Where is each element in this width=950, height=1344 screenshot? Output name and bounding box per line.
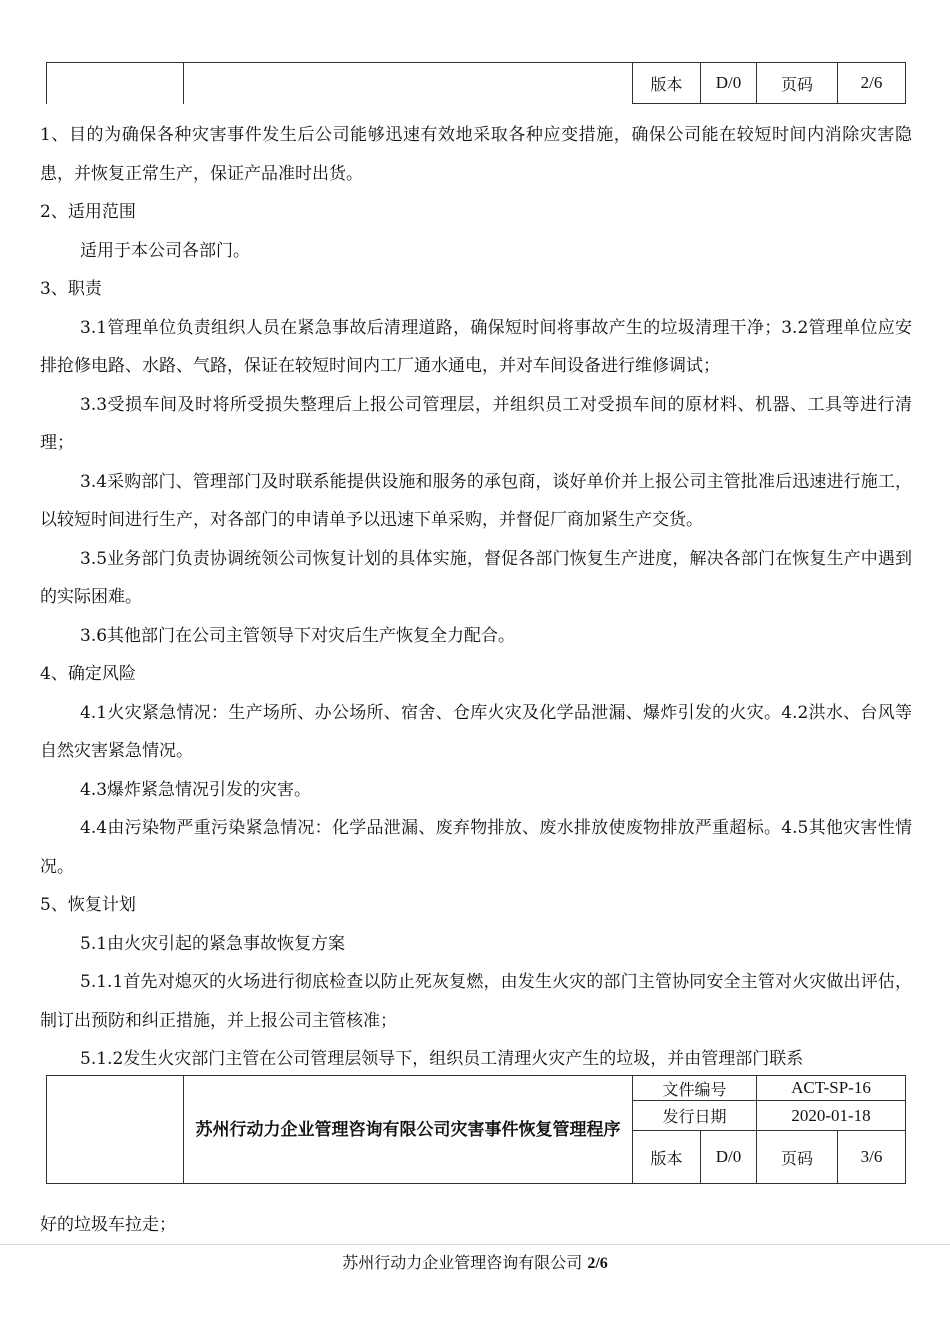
page-value: 3/6 bbox=[838, 1131, 906, 1184]
recovery-5-1: 5.1由火灾引起的紧急事故恢复方案 bbox=[80, 933, 346, 954]
continued-text: 好的垃圾车拉走； bbox=[40, 1215, 176, 1235]
duty-3-5: 3.5业务部门负责协调统领公司恢复计划的具体实施，督促各部门恢复生产进度，解决各部门在恢复生产中遇到的实际困难。 bbox=[40, 548, 912, 607]
duty-3-3: 3.3受损车间及时将所受损失整理后上报公司管理层，并组织员工对受损车间的原材料、机器、工具等进行清理； bbox=[40, 394, 912, 453]
recovery-5-1-1: 5.1.1首先对熄灭的火场进行彻底检查以防止死灰复燃，由发生火灾的部门主管协同安全主管对火灾做出评估，制订出预防和纠正措施，并上报公司主管核准； bbox=[40, 972, 912, 1031]
issue-date-value: 2020-01-18 bbox=[757, 1101, 906, 1131]
section-heading-recovery: 5、恢复计划 bbox=[40, 895, 136, 915]
page-label: 页码 bbox=[757, 63, 838, 104]
duty-3-1-3-2: 3.1管理单位负责组织人员在紧急事故后清理道路，确保短时间将事故产生的垃圾清理干净；3.2管理单位应安排抢修电路、水路、气路，保证在较短时间内工厂通水通电，并对车间设备进行维修调试； bbox=[40, 317, 912, 376]
section-heading-duties: 3、职责 bbox=[40, 279, 102, 299]
document-title: 苏州行动力企业管理咨询有限公司灾害事件恢复管理程序 bbox=[184, 1076, 633, 1184]
top-header-table bbox=[46, 62, 906, 104]
footer-divider bbox=[0, 1244, 950, 1245]
footer-company: 苏州行动力企业管理咨询有限公司 bbox=[342, 1253, 583, 1272]
version-label: 版本 bbox=[633, 1131, 701, 1184]
page-value: 2/6 bbox=[838, 63, 906, 104]
page-label: 页码 bbox=[757, 1131, 838, 1184]
doc-number-label: 文件编号 bbox=[633, 1076, 757, 1101]
issue-date-label: 发行日期 bbox=[633, 1101, 757, 1131]
recovery-5-1-2: 5.1.2发生火灾部门主管在公司管理层领导下，组织员工清理火灾产生的垃圾，并由管理部门联系 bbox=[80, 1049, 804, 1069]
section-heading-scope: 2、适用范围 bbox=[40, 202, 136, 222]
doc-number-value: ACT-SP-16 bbox=[757, 1076, 906, 1101]
risk-4-3: 4.3爆炸紧急情况引发的灾害。 bbox=[80, 779, 312, 800]
risk-4-1-4-2: 4.1火灾紧急情况：生产场所、办公场所、宿舍、仓库火灾及化学品泄漏、爆炸引发的火灾。4.2洪水、台风等自然灾害紧急情况。 bbox=[40, 702, 912, 761]
duty-3-6: 3.6其他部门在公司主管领导下对灾后生产恢复全力配合。 bbox=[80, 625, 516, 646]
page-footer bbox=[0, 1250, 950, 1277]
scope-text: 适用于本公司各部门。 bbox=[80, 240, 250, 261]
title-cell bbox=[184, 63, 633, 104]
page-header-table bbox=[46, 1075, 906, 1184]
logo-cell bbox=[47, 1076, 184, 1184]
version-label: 版本 bbox=[633, 63, 701, 104]
footer-page-number: 2/6 bbox=[587, 1255, 608, 1272]
version-value: D/0 bbox=[701, 63, 757, 104]
logo-cell bbox=[47, 63, 184, 104]
duty-3-4: 3.4采购部门、管理部门及时联系能提供设施和服务的承包商，谈好单价并上报公司主管批准后迅速进行施工，以较短时间进行生产，对各部门的申请单予以迅速下单采购，并督促厂商加紧生产交货。 bbox=[40, 471, 912, 530]
section-purpose: 1、目的为确保各种灾害事件发生后公司能够迅速有效地采取各种应变措施，确保公司能在较短时间内消除灾害隐患，并恢复正常生产，保证产品准时出货。 bbox=[40, 125, 912, 184]
risk-4-4-4-5: 4.4由污染物严重污染紧急情况：化学品泄漏、废弃物排放、废水排放使废物排放严重超标。4.5其他灾害性情况。 bbox=[40, 818, 912, 877]
section-heading-risk: 4、确定风险 bbox=[40, 664, 136, 684]
document-body bbox=[40, 116, 912, 1079]
version-value: D/0 bbox=[701, 1131, 757, 1184]
